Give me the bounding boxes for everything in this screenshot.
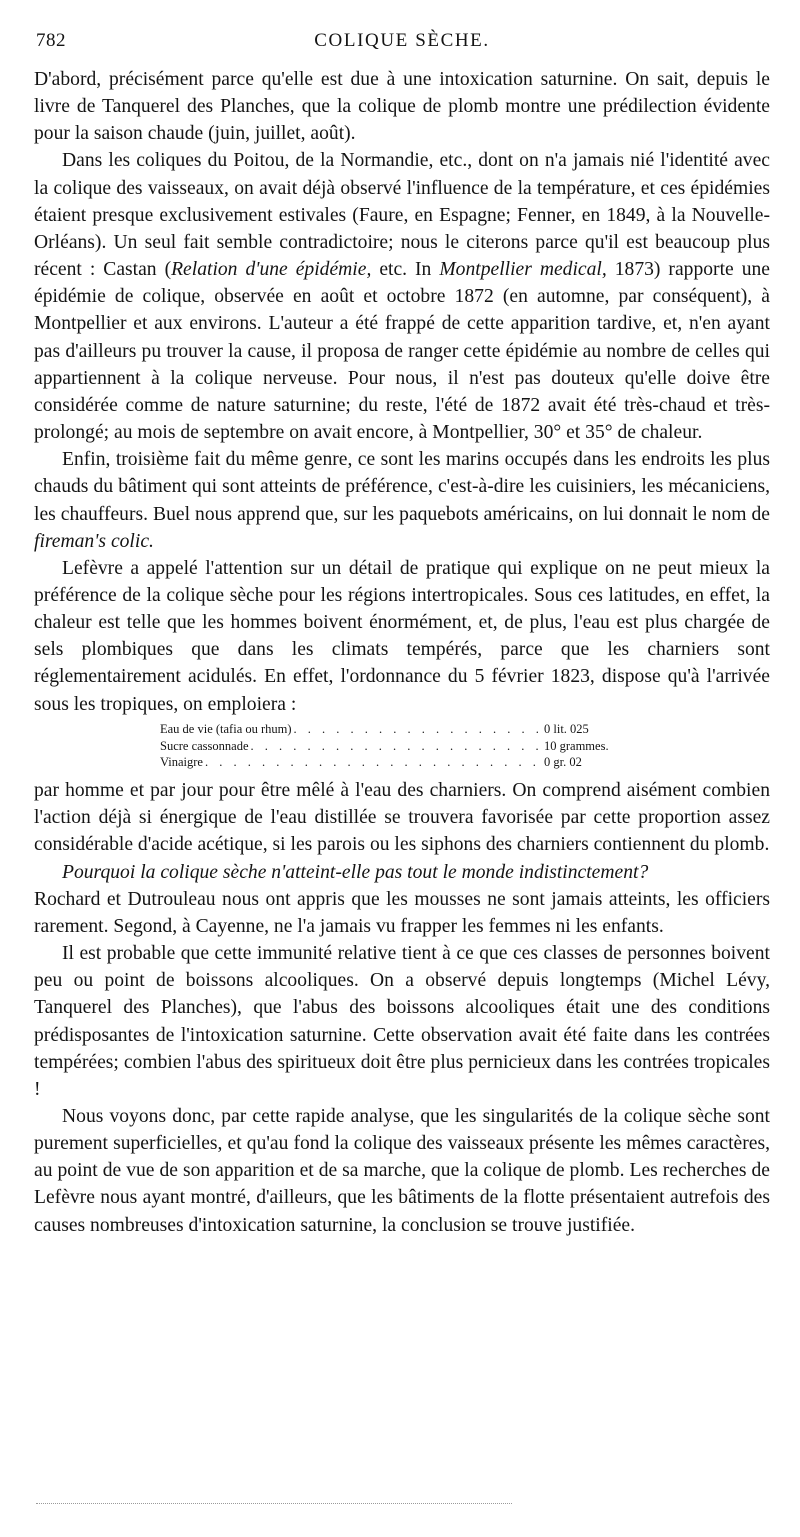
paragraph-4: Lefèvre a appelé l'attention sur un détail de pratique qui explique on ne peut mieux la préférence de la colique sèche pour les régions intertropicales. Sous ces latitudes, en effet, la chaleur est telle que les hommes boivent énormément, et, de plus, l'eau est plus chargée de sels plombiques que dans les climats tempérés, parce que les charniers sont réglementairement acidulés. En effet, l'ordonnance du 5 février 1823, dispose qu'à l'arrivée sous les tropiques, on emploiera : [34, 557, 770, 715]
citation-title: Relation d'une épidémie, [171, 259, 372, 281]
dot-leader [251, 738, 538, 755]
paragraph-3-text: Enfin, troisième fait du même genre, ce sont les marins occupés dans les endroits les plus chauds du bâtiment qui sont atteints de préférence, c'est-à-dire les cuisiniers, les mécaniciens, les chauffeurs. Buel nous apprend que, sur les paquebots américains, on lui donnait le nom de [34, 449, 770, 525]
page-header [36, 30, 768, 60]
paragraph-2 [34, 147, 770, 446]
ration-item-quantity: 0 gr. 02 [544, 755, 582, 770]
paragraph-3 [34, 446, 770, 555]
ration-item-name: Vinaigre [160, 755, 203, 770]
journal-title: Montpellier medical, [439, 259, 607, 281]
body-text [34, 66, 770, 1239]
paragraph-2-text-c: 1873) rapporte une épidémie de colique, observée en août et octobre 1872 (en automne, par conséquent), à Montpellier et aux environs. L'auteur a été frappé de cette apparition tardive, et, n'en ayant pas d'ailleurs pu trouver la cause, il proposa de ranger cette épidémie au nombre de celles qui appartiennent à la colique nerveuse. Pour nous, il n'est pas douteux qu'elle doive être considérée comme de nature saturnine; du reste, l'été de 1872 avait été très-chaud et très-prolongé; au mois de septembre on avait encore, à Montpellier, 30° et 35° de chaleur. [34, 259, 770, 444]
section-question [34, 859, 770, 886]
page-number: 782 [36, 30, 66, 51]
ration-item-name: Eau de vie (tafia ou rhum) [160, 721, 292, 736]
fireman-colic-term: fireman's colic. [34, 530, 154, 552]
ration-item-quantity: 10 grammes. [544, 738, 609, 753]
paragraph-8: Nous voyons donc, par cette rapide analyse, que les singularités de la colique sèche sont purement superficielles, et qu'au fond la colique des vaisseaux présente les mêmes caractères, au point de vue de son apparition et de sa marche, que la colique de plomb. Les recherches de Lefèvre nous ayant montré, d'ailleurs, que les bâtiments de la flotte présentaient autrefois des causes nombreuses d'intoxication saturnine, la conclusion se trouve justifiée. [34, 1106, 770, 1236]
paragraph-7: Il est probable que cette immunité relative tient à ce que ces classes de personnes boivent peu ou point de boissons alcooliques. On a observé depuis longtemps (Michel Lévy, Tanquerel des Planches), que l'abus des boissons alcooliques était une des conditions prédisposantes de l'intoxication saturnine. Cette observation avait été faite dans les contrées tempérées; combien l'abus des spiritueux doit être plus pernicieux dans les contrées tropicales ! [34, 943, 770, 1100]
ration-row [160, 754, 630, 771]
dot-leader [294, 721, 538, 738]
paragraph-5: par homme et par jour pour être mêlé à l'eau des charniers. On comprend aisément combien l'action déjà si énergique de l'eau distillée se trouvera favorisée par cette proportion assez considérable d'acide acétique, si les parois ou les siphons des charniers contiennent du plomb. [34, 780, 770, 856]
ration-table [34, 721, 770, 771]
paragraph-6: Rochard et Dutrouleau nous ont appris que les mousses ne sont jamais atteints, les officiers rarement. Segond, à Cayenne, ne l'a jamais vu frapper les femmes ni les enfants. [34, 888, 770, 937]
ration-item-name: Sucre cassonnade [160, 738, 249, 753]
ration-row [160, 721, 630, 738]
paragraph-2-text-b: etc. In [371, 259, 440, 281]
footer-rule [36, 1503, 512, 1504]
ration-row [160, 738, 630, 755]
ration-item-quantity: 0 lit. 025 [544, 721, 589, 736]
paragraph-2-text-a: Dans les coliques du Poitou, de la Normandie, etc., dont on n'a jamais nié l'identité avec la colique des vaisseaux, on avait déjà observé l'influence de la température, et ces épidémies étaient presque exclusivement estivales (Faure, en Espagne; Fenner, en 1849, à la Nouvelle-Orléans). Un seul fait semble contradictoire; nous le citerons parce qu'il est beaucoup plus récent : Castan ( [34, 150, 770, 281]
question-text: Pourquoi la colique sèche n'atteint-elle pas tout le monde indistinctement? [62, 861, 649, 883]
running-title: COLIQUE SÈCHE. [314, 30, 490, 51]
paragraph-1: D'abord, précisément parce qu'elle est due à une intoxication saturnine. On sait, depuis le livre de Tanquerel des Planches, que la colique de plomb montre une prédilection évidente pour la saison chaude (juin, juillet, août). [34, 69, 770, 145]
dot-leader [205, 754, 538, 771]
